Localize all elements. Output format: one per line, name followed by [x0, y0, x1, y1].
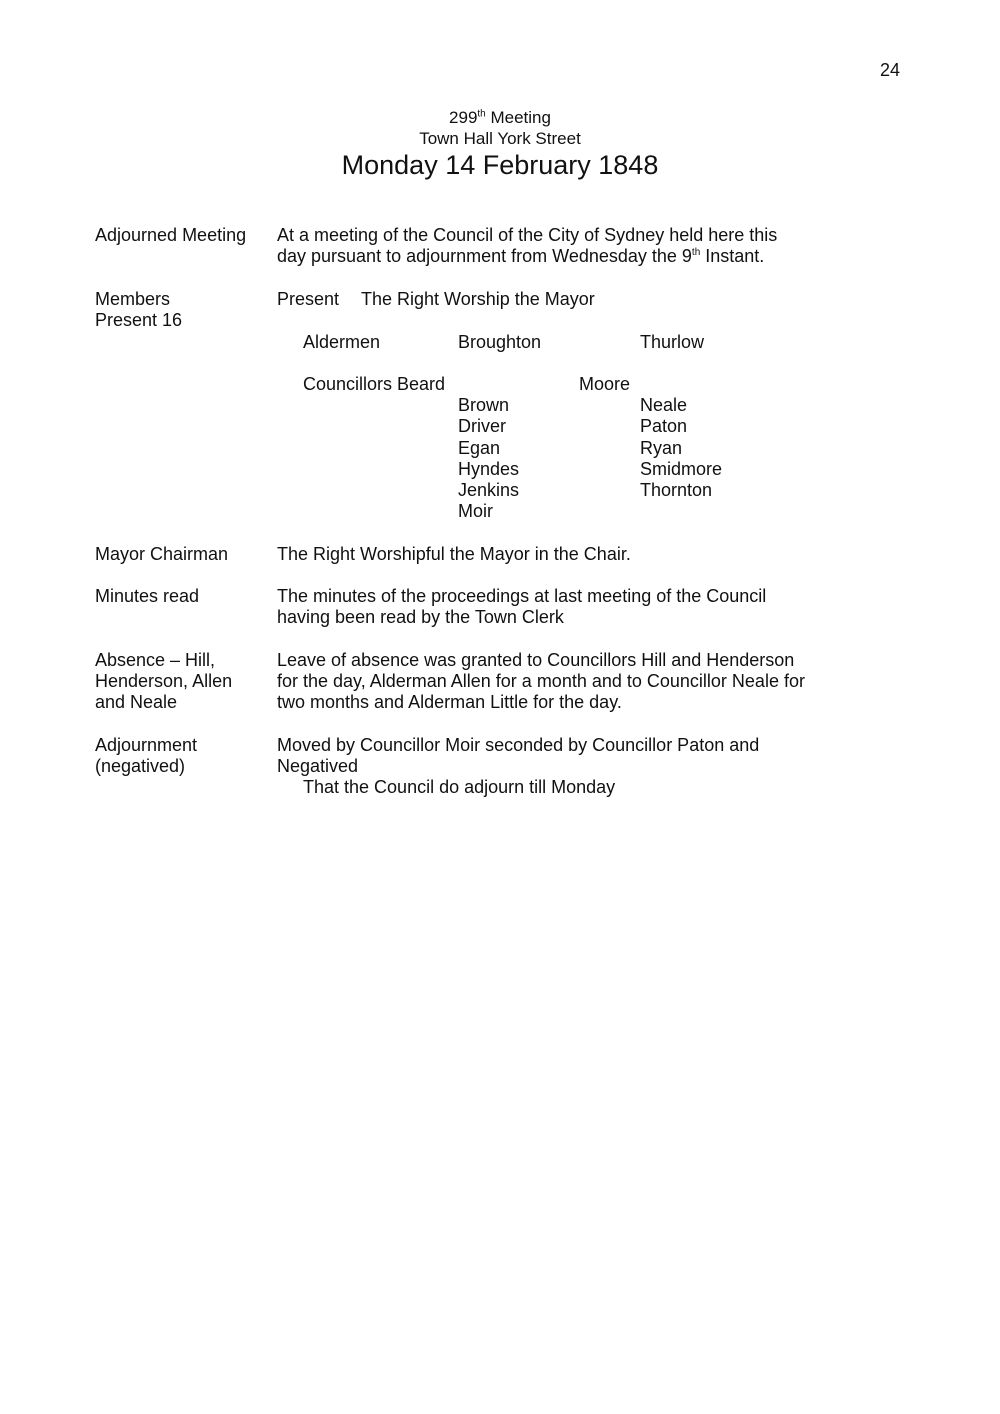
councillors-label: Councillors Beard	[303, 374, 446, 394]
side-label-adjournment	[95, 735, 270, 777]
councillor-name: Egan	[458, 438, 501, 458]
absence-line: two months and Alderman Little for the day.	[277, 692, 622, 712]
side-label-absence	[95, 650, 270, 713]
councillor-name: Paton	[640, 416, 688, 436]
adjourned-ordinal: th	[691, 247, 701, 258]
adjournment-label-line: (negatived)	[95, 756, 186, 776]
side-label-members	[95, 289, 270, 331]
adjourned-paragraph	[277, 225, 837, 267]
adjourned-line-1: At a meeting of the Council of the City of Sydney held here this	[277, 225, 778, 245]
minutes-line-2: having been read by the Town Clerk	[277, 607, 564, 627]
alderman-name: Thurlow	[640, 332, 705, 352]
meeting-ordinal: th	[477, 108, 486, 120]
councillor-name: Brown	[458, 395, 510, 415]
adjournment-label-line: Adjournment	[95, 735, 198, 755]
absence-line: for the day, Alderman Allen for a month and to Councillor Neale for	[277, 671, 805, 691]
adjourned-line-2-end: Instant.	[700, 246, 765, 266]
chair-text: The Right Worshipful the Mayor in the Chair.	[277, 544, 631, 564]
absence-line: Leave of absence was granted to Councillors Hill and Henderson	[277, 650, 795, 670]
meeting-number-heading	[0, 107, 1000, 128]
absence-label-line: Absence – Hill,	[95, 650, 216, 670]
minutes-line-1: The minutes of the proceedings at last meeting of the Council	[277, 586, 767, 606]
adjournment-line-2: Negatived	[277, 756, 359, 776]
members-label-line-1: Members	[95, 289, 171, 309]
councillor-name: Smidmore	[640, 459, 723, 479]
side-label-chair: Mayor Chairman	[95, 544, 229, 564]
side-label-adjourned: Adjourned Meeting	[95, 225, 247, 245]
mayor-present: The Right Worship the Mayor	[361, 289, 595, 309]
councillor-name: Ryan	[640, 438, 683, 458]
absence-paragraph	[277, 650, 837, 713]
councillor-name: Thornton	[640, 480, 713, 500]
councillor-name: Neale	[640, 395, 688, 415]
adjourned-line-2	[277, 246, 837, 267]
meeting-word: Meeting	[485, 108, 551, 127]
councillor-name: Hyndes	[458, 459, 520, 479]
councillor-name: Driver	[458, 416, 506, 436]
minutes-paragraph	[277, 586, 837, 628]
side-label-minutes: Minutes read	[95, 586, 200, 606]
adjournment-motion: That the Council do adjourn till Monday	[303, 777, 616, 797]
venue-heading: Town Hall York Street	[419, 129, 581, 148]
adjournment-line-1: Moved by Councillor Moir seconded by Councillor Paton and	[277, 735, 760, 755]
councillor-name: Moir	[458, 501, 493, 521]
page-number: 24	[880, 60, 901, 80]
aldermen-label: Aldermen	[303, 332, 381, 352]
councillor-name: Jenkins	[458, 480, 520, 500]
adjournment-paragraph	[277, 735, 837, 798]
adjourned-line-2-text: day pursuant to adjournment from Wednesday the 9	[277, 246, 692, 266]
absence-label-line: and Neale	[95, 692, 178, 712]
alderman-name: Broughton	[458, 332, 542, 352]
present-word: Present	[277, 289, 340, 309]
councillor-name: Moore	[579, 374, 631, 394]
date-heading: Monday 14 February 1848	[341, 150, 659, 180]
absence-label-line: Henderson, Allen	[95, 671, 233, 691]
members-label-line-2: Present 16	[95, 310, 183, 330]
meeting-number: 299	[449, 108, 478, 127]
